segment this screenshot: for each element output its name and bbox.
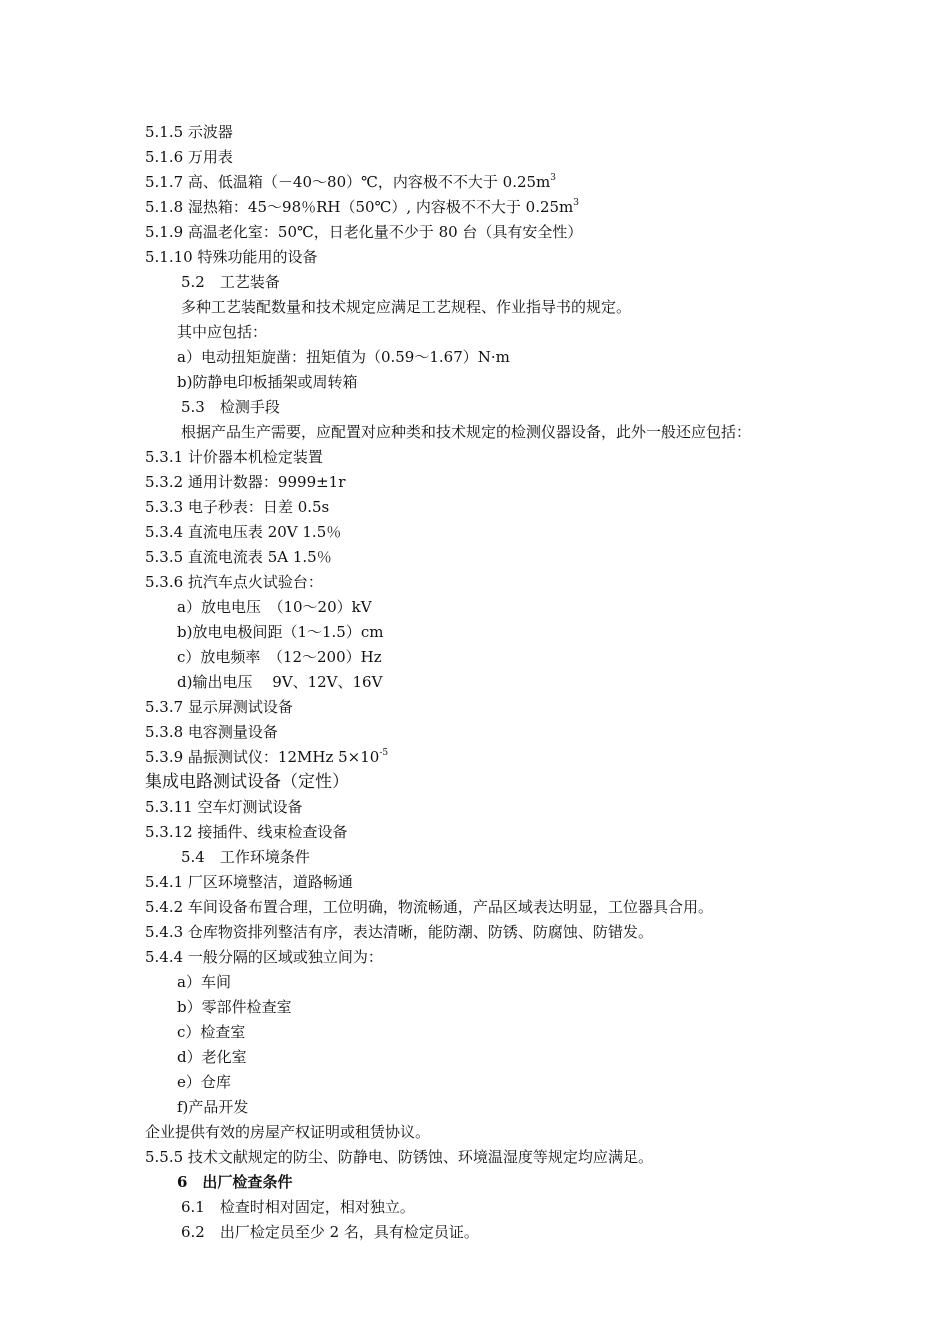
text-line bbox=[145, 195, 579, 219]
text-line bbox=[145, 170, 556, 194]
text-line: 5.3.7 显示屏测试设备 bbox=[145, 698, 293, 716]
list-item: a）车间 bbox=[177, 973, 231, 991]
list-item: e）仓库 bbox=[177, 1073, 231, 1091]
text-line: 根据产品生产需要，应配置对应种类和技术规定的检测仪器设备，此外一般还应包括： bbox=[181, 423, 752, 441]
text-run: 5.1.8 湿热箱：45～98％RH（50℃）, 内容极不不大于 0.25m bbox=[145, 198, 574, 216]
list-item: a）放电电压 （10～20）kV bbox=[177, 598, 372, 616]
list-item: d）老化室 bbox=[177, 1048, 247, 1066]
list-item: f)产品开发 bbox=[177, 1098, 249, 1116]
text-line: 5.1.6 万用表 bbox=[145, 148, 233, 166]
text-line: 5.3.8 电容测量设备 bbox=[145, 723, 278, 741]
list-item: b)放电电极间距（1～1.5）cm bbox=[177, 623, 384, 641]
text-line bbox=[145, 745, 388, 769]
text-line: 5.3.4 直流电压表 20V 1.5％ bbox=[145, 523, 342, 541]
text-run: 5.1.7 高、低温箱（－40～80）℃，内容极不不大于 0.25m bbox=[145, 173, 551, 191]
text-line: 其中应包括： bbox=[177, 323, 268, 341]
text-line: 5.3.5 直流电流表 5A 1.5％ bbox=[145, 548, 332, 566]
text-line: 5.3.1 计价器本机检定装置 bbox=[145, 448, 323, 466]
section-heading: 5.4 工作环境条件 bbox=[181, 848, 310, 866]
list-item: c）检查室 bbox=[177, 1023, 246, 1041]
text-line: 5.4.1 厂区环境整洁，道路畅通 bbox=[145, 873, 353, 891]
text-line: 5.3.11 空车灯测试设备 bbox=[145, 798, 303, 816]
section-heading: 5.3 检测手段 bbox=[181, 398, 280, 416]
text-line: 5.5.5 技术文献规定的防尘、防静电、防锈蚀、环境温湿度等规定均应满足。 bbox=[145, 1148, 653, 1166]
text-run: 5.3.9 晶振测试仪：12MHz 5×10 bbox=[145, 748, 380, 766]
list-item: c）放电频率 （12～200）Hz bbox=[177, 648, 382, 666]
text-line: 6.1 检查时相对固定，相对独立。 bbox=[181, 1198, 415, 1216]
list-item: d)输出电压 9V、12V、16V bbox=[177, 673, 383, 691]
superscript: 3 bbox=[573, 198, 580, 208]
text-line: 5.3.2 通用计数器：9999±1r bbox=[145, 473, 346, 491]
section-heading: 5.2 工艺装备 bbox=[181, 273, 280, 291]
superscript: 3 bbox=[550, 173, 557, 183]
text-line: 5.4.4 一般分隔的区域或独立间为： bbox=[145, 948, 383, 966]
text-line: 5.4.3 仓库物资排列整洁有序，表达清晰，能防潮、防锈、防腐蚀、防错发。 bbox=[145, 923, 653, 941]
list-item: b)防静电印板插架或周转箱 bbox=[177, 373, 358, 391]
text-line: 5.4.2 车间设备布置合理，工位明确，物流畅通，产品区域表达明显，工位器具合用。 bbox=[145, 898, 713, 916]
list-item: b）零部件检查室 bbox=[177, 998, 292, 1016]
text-line: 5.3.12 接插件、线束检查设备 bbox=[145, 823, 348, 841]
chapter-heading: 6 出厂检查条件 bbox=[177, 1173, 293, 1191]
text-line: 5.3.6 抗汽车点火试验台： bbox=[145, 573, 323, 591]
text-line: 5.3.3 电子秒表：日差 0.5s bbox=[145, 498, 330, 516]
text-line: 多种工艺装配数量和技术规定应满足工艺规程、作业指导书的规定。 bbox=[181, 298, 632, 316]
text-line: 5.1.9 高温老化室：50℃，日老化量不少于 80 台（具有安全性） bbox=[145, 223, 583, 241]
text-line: 6.2 出厂检定员至少 2 名，具有检定员证。 bbox=[181, 1223, 479, 1241]
list-item: a）电动扭矩旋凿：扭矩值为（0.59～1.67）N·m bbox=[177, 348, 510, 366]
text-line: 5.1.5 示波器 bbox=[145, 123, 233, 141]
superscript: -5 bbox=[379, 748, 389, 758]
text-line: 集成电路测试设备（定性） bbox=[145, 772, 349, 792]
text-line: 5.1.10 特殊功能用的设备 bbox=[145, 248, 318, 266]
text-line: 企业提供有效的房屋产权证明或租赁协议。 bbox=[145, 1123, 431, 1141]
